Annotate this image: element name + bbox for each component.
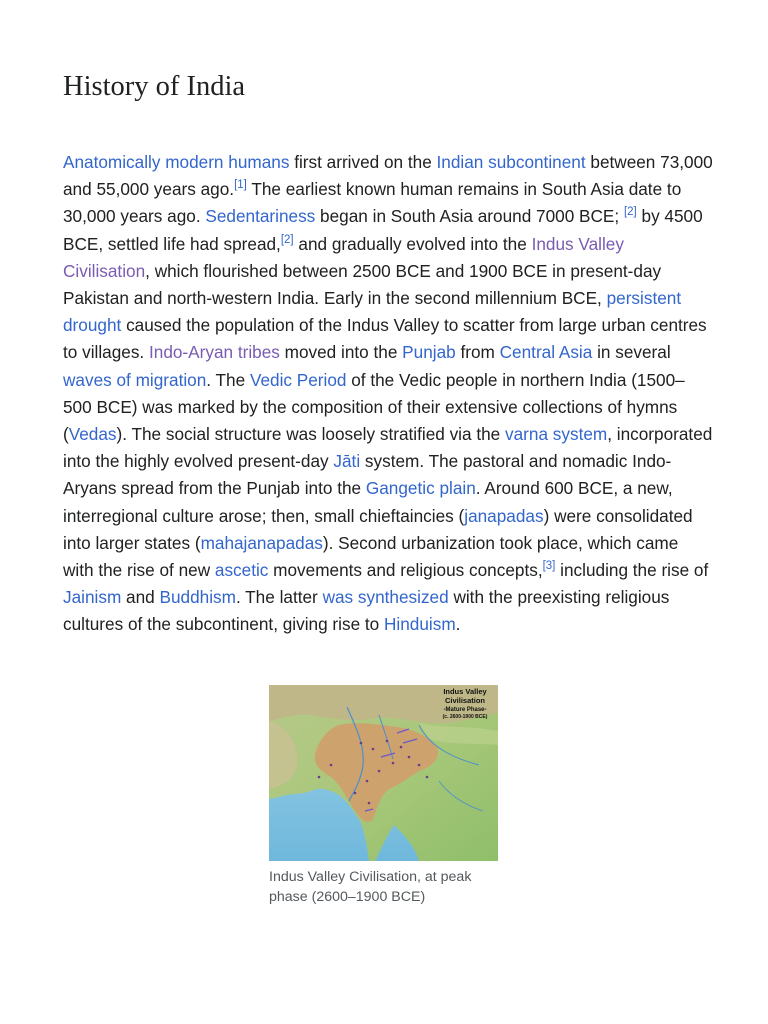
map-title-line-4: (c. 2600-1900 BCE) bbox=[442, 714, 488, 720]
paragraph-text: caused the population of the Indus Valley to scatter from large urban centres to villages. bbox=[63, 315, 707, 363]
map-figure bbox=[269, 685, 498, 907]
paragraph-text: of the Vedic people in northern India (1500–500 BCE) was marked by the composition of their extensive collections of hymns ( bbox=[63, 369, 685, 445]
article-link-jainism[interactable]: Jainism bbox=[63, 587, 122, 608]
paragraph-text: in several bbox=[592, 342, 671, 363]
map-title-line-2: Civilisation bbox=[444, 696, 486, 705]
article-link-indus-valley-civilisation[interactable]: Indus Valley Civilisation bbox=[63, 233, 624, 281]
paragraph-text: and bbox=[121, 587, 160, 608]
paragraph-text: including the rise of bbox=[555, 560, 709, 581]
paragraph-text: ). The social structure was loosely stratified via the bbox=[116, 424, 506, 445]
map-title-line-3: -Mature Phase- bbox=[443, 707, 487, 713]
article-link-mahajanapadas[interactable]: mahajanapadas bbox=[200, 532, 323, 553]
paragraph-text: ). Second urbanization took place, which came with the rise of new bbox=[63, 532, 679, 581]
article-link-hinduism[interactable]: Hinduism bbox=[384, 614, 456, 635]
indus-valley-map[interactable] bbox=[269, 685, 498, 861]
reference-sup bbox=[234, 179, 247, 191]
paragraph-text: ) were consolidated into larger states ( bbox=[63, 505, 693, 553]
paragraph-text: from bbox=[455, 342, 500, 363]
article-link-j-ti[interactable]: Jāti bbox=[333, 451, 361, 472]
reference-link[interactable]: [2] bbox=[623, 206, 637, 219]
reference-sup bbox=[624, 206, 637, 218]
article-link-buddhism[interactable]: Buddhism bbox=[159, 587, 236, 608]
article-link-vedic-period[interactable]: Vedic Period bbox=[249, 369, 347, 390]
paragraph-text: , incorporated into the highly evolved present-day bbox=[63, 424, 713, 472]
paragraph-text: , which flourished between 2500 BCE and 1900 BCE in present-day Pakistan and north-western India. Early in the second millennium BCE, bbox=[63, 260, 662, 309]
paragraph-text: between 73,000 and 55,000 years ago. bbox=[63, 152, 713, 200]
reference-link[interactable]: [2] bbox=[280, 233, 294, 246]
paragraph-text: . The latter bbox=[235, 587, 323, 608]
reference-sup bbox=[543, 560, 556, 572]
page-title: History of India bbox=[63, 71, 246, 102]
paragraph-text: . The bbox=[206, 369, 250, 390]
reference-link[interactable]: [3] bbox=[542, 560, 556, 573]
article-link-persistent-drought[interactable]: persistent drought bbox=[63, 288, 682, 336]
article-link-anatomically-modern-humans[interactable]: Anatomically modern humans bbox=[63, 152, 290, 172]
paragraph-text: movements and religious concepts, bbox=[268, 560, 543, 581]
article-link-punjab[interactable]: Punjab bbox=[402, 342, 456, 363]
paragraph-text: moved into the bbox=[279, 342, 403, 363]
article-link-waves-of-migration[interactable]: waves of migration bbox=[63, 369, 207, 390]
paragraph-text: . bbox=[455, 614, 461, 635]
reference-link[interactable]: [1] bbox=[234, 179, 247, 192]
article-link-ascetic[interactable]: ascetic bbox=[214, 560, 269, 581]
article-link-janapadas[interactable]: janapadas bbox=[464, 505, 544, 526]
paragraph-text: . Around 600 BCE, a new, interregional culture arose; then, small chieftaincies ( bbox=[63, 478, 673, 526]
paragraph-text: and gradually evolved into the bbox=[293, 233, 532, 254]
reference-sup bbox=[281, 234, 294, 246]
article-link-was-synthesized[interactable]: was synthesized bbox=[322, 587, 449, 608]
paragraph-text: first arrived on the bbox=[289, 152, 437, 172]
article-link-central-asia[interactable]: Central Asia bbox=[499, 342, 593, 363]
intro-paragraph bbox=[63, 149, 713, 639]
paragraph-text: with the preexisting religious cultures of the subcontinent, giving rise to bbox=[63, 587, 670, 635]
map-title-line-1: Indus Valley bbox=[443, 687, 487, 696]
article-link-vedas[interactable]: Vedas bbox=[68, 424, 117, 445]
article-link-varna-system[interactable]: varna system bbox=[505, 424, 608, 445]
article-link-gangetic-plain[interactable]: Gangetic plain bbox=[365, 478, 476, 499]
article-link-sedentariness[interactable]: Sedentariness bbox=[205, 206, 316, 227]
paragraph-text: The earliest known human remains in South Asia date to 30,000 years ago. bbox=[63, 179, 682, 227]
paragraph-text: began in South Asia around 7000 BCE; bbox=[315, 206, 624, 227]
article-link-indian-subcontinent[interactable]: Indian subcontinent bbox=[436, 152, 586, 172]
paragraph-text: system. The pastoral and nomadic Indo-Aryans spread from the Punjab into the bbox=[63, 451, 672, 499]
figure-caption: Indus Valley Civilisation, at peak phase (2600–1900 BCE) bbox=[269, 869, 472, 905]
paragraph-text: by 4500 BCE, settled life had spread, bbox=[63, 206, 703, 254]
article-link-indo-aryan-tribes[interactable]: Indo-Aryan tribes bbox=[148, 342, 280, 363]
